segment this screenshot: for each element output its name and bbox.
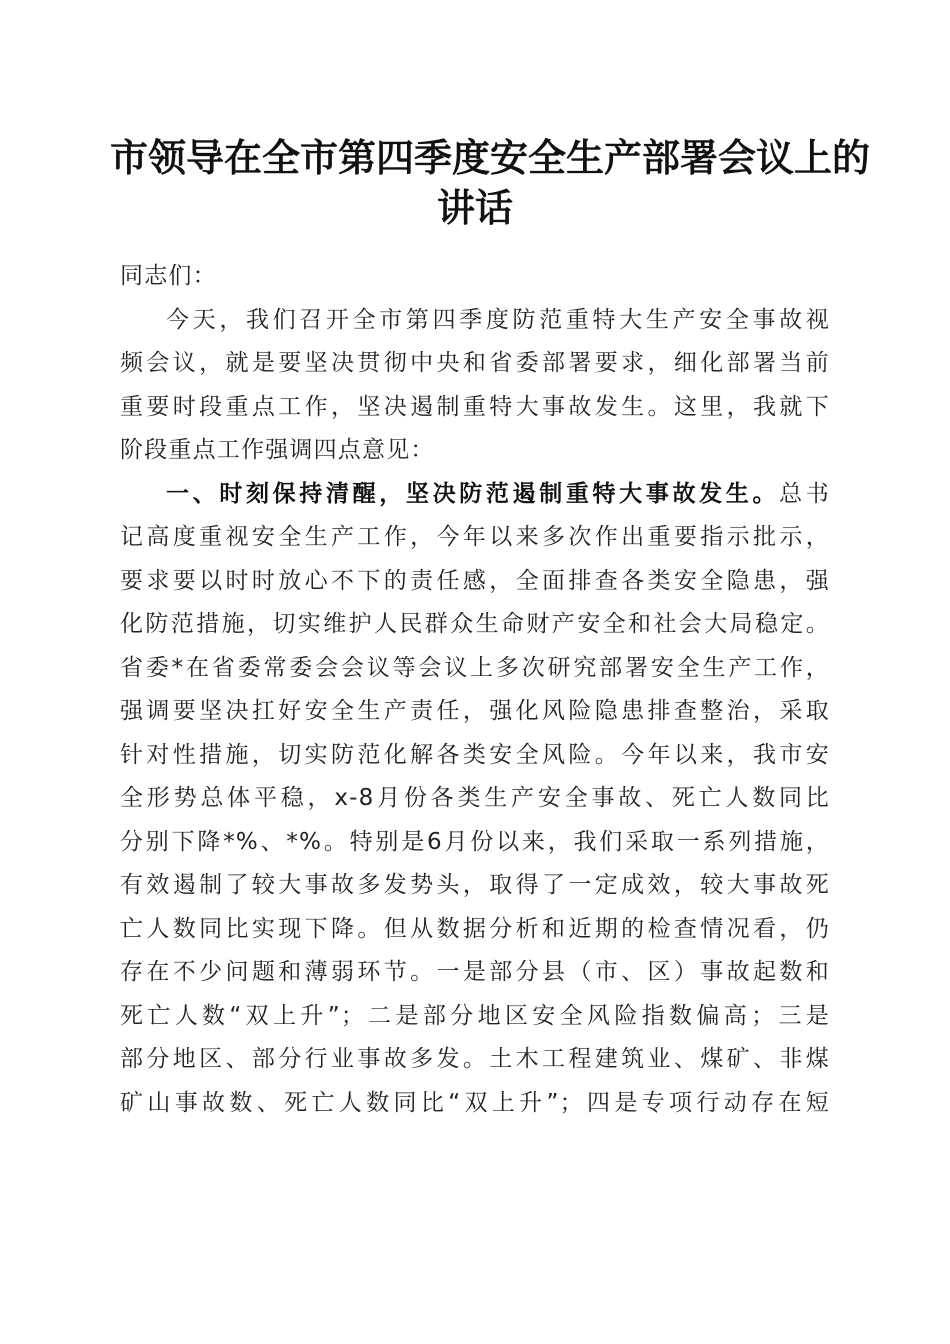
section-1-first-line-rest: 总书 (779, 480, 830, 507)
section-1-line-9: 分别下降*%、*%。特别是6月份以来，我们采取一系列措施， (120, 828, 830, 855)
document-title (110, 133, 871, 233)
section-1-line-6: 强调要坚决扛好安全生产责任，强化风险隐患排查整治，采取 (120, 698, 830, 724)
section-1-line-15: 矿山事故数、死亡人数同比“双上升”；四是专项行动存在短 (120, 1089, 830, 1116)
paragraph-1-line-4: 阶段重点工作强调四点意见： (120, 437, 435, 463)
paragraph-1-line-3: 重要时段重点工作，坚决遏制重特大事故发生。这里，我就下 (120, 393, 830, 420)
section-1-line-10: 有效遏制了较大事故多发势头，取得了一定成效，较大事故死 (120, 872, 830, 898)
section-1-line-5: 省委*在省委常委会会议等会议上多次研究部署安全生产工作， (120, 654, 830, 681)
section-1-line-11: 亡人数同比实现下降。但从数据分析和近期的检查情况看，仍 (120, 915, 830, 942)
document-body (120, 255, 830, 1125)
section-1-heading: 一、时刻保持清醒，坚决防范遏制重特大事故发生。 (166, 480, 780, 507)
section-1-line-3: 要求要以时时放心不下的责任感，全面排查各类安全隐患，强 (120, 567, 830, 594)
section-1-line-13: 死亡人数“双上升”；二是部分地区安全风险指数偏高；三是 (120, 1002, 830, 1029)
paragraph-1-line-2: 频会议，就是要坚决贯彻中央和省委部署要求，细化部署当前 (120, 350, 830, 376)
section-1-line-4: 化防范措施，切实维护人民群众生命财产安全和社会大局稳定。 (120, 611, 830, 637)
section-1-line-14: 部分地区、部分行业事故多发。土木工程建筑业、煤矿、非煤 (120, 1046, 830, 1072)
title-line-1: 市领导在全市第四季度安全生产部署会议上的 (110, 135, 871, 180)
section-1-line-2: 记高度重视安全生产工作，今年以来多次作出重要指示批示， (120, 524, 830, 550)
paragraph-1-line-1: 今天，我们召开全市第四季度防范重特大生产安全事故视 (166, 306, 830, 333)
section-1-line-8: 全形势总体平稳，x-8月份各类生产安全事故、死亡人数同比 (120, 785, 830, 811)
section-1-line-12: 存在不少问题和薄弱环节。一是部分县（市、区）事故起数和 (120, 959, 830, 985)
section-1-first-line (120, 473, 830, 517)
section-1-line-7: 针对性措施，切实防范化解各类安全风险。今年以来，我市安 (120, 741, 830, 768)
title-line-2: 讲话 (436, 185, 513, 230)
salutation: 同志们： (120, 263, 217, 289)
